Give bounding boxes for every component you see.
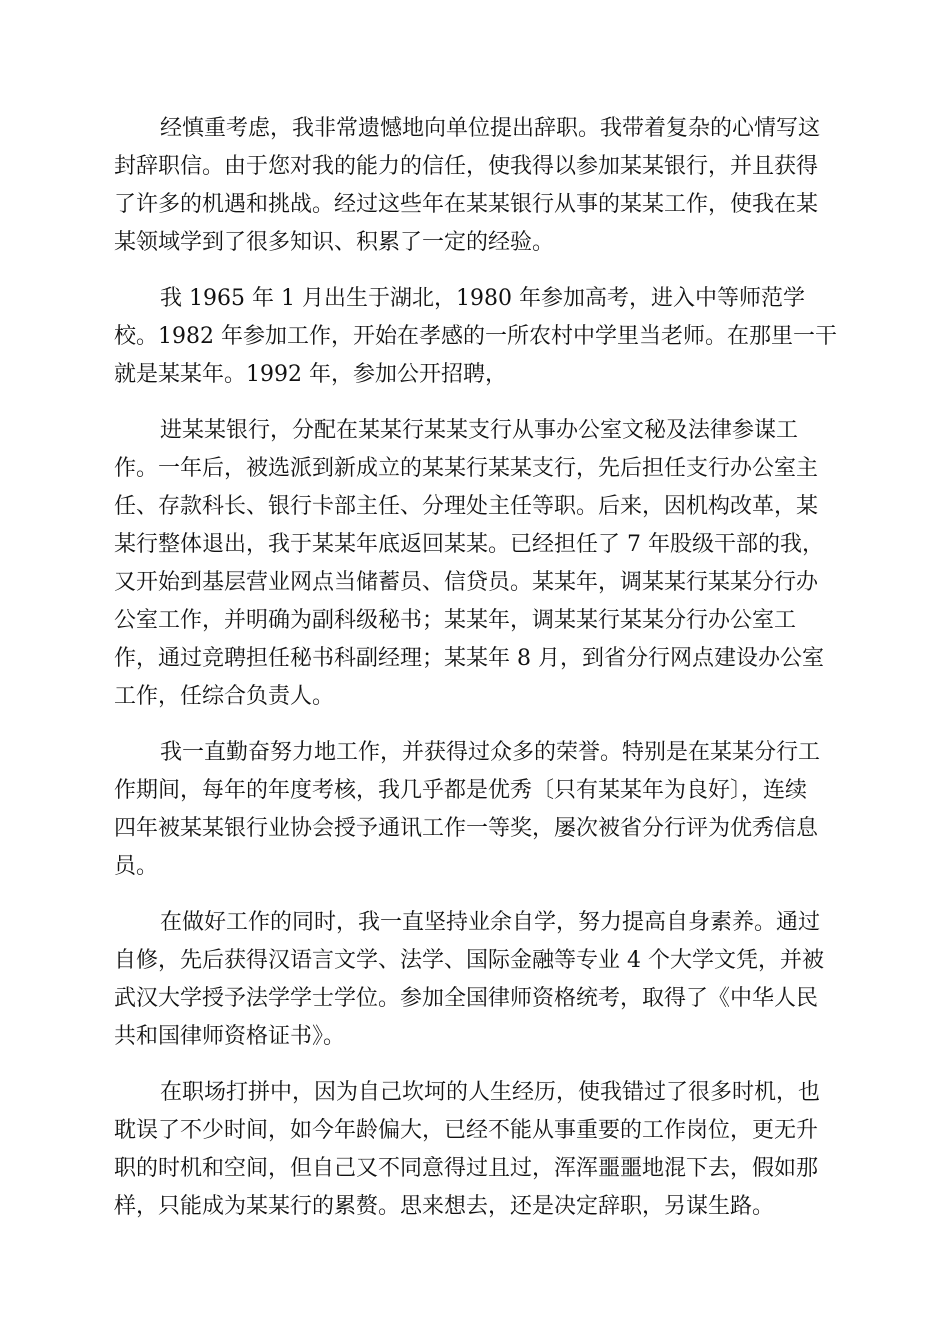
text-line: 工作，任综合负责人。: [114, 684, 335, 709]
text-line: 又开始到基层营业网点当储蓄员、信贷员。某某年，调某某行某某分行办: [114, 570, 819, 595]
text-line: 作，通过竞聘担任秘书科副经理；某某年 8 月，到省分行网点建设办公室: [114, 646, 824, 671]
text-line: 进某某银行，分配在某某行某某支行从事办公室文秘及法律参谋工: [160, 418, 799, 443]
text-line: 共和国律师资格证书》。: [114, 1024, 346, 1049]
text-line: 员。: [114, 854, 159, 879]
text-line: 在职场打拼中，因为自己坎坷的人生经历，使我错过了很多时机，也: [160, 1080, 821, 1105]
text-line: 四年被某某银行业协会授予通讯工作一等奖，屡次被省分行评为优秀信息: [114, 816, 819, 841]
paragraph-1: [114, 110, 834, 262]
text-line: 经慎重考虑，我非常遗憾地向单位提出辞职。我带着复杂的心情写这: [160, 116, 821, 141]
text-line: 职的时机和空间，但自己又不同意得过且过，浑浑噩噩地混下去，假如那: [114, 1156, 819, 1181]
text-line: 作。一年后，被选派到新成立的某某行某某支行，先后担任支行办公室主: [114, 456, 819, 481]
text-line: 某行整体退出，我于某某年底返回某某。已经担任了 7 年股级干部的我，: [114, 532, 824, 557]
text-line: 我 1965 年 1 月出生于湖北，1980 年参加高考，进入中等师范学: [160, 286, 805, 311]
document-body: [114, 110, 837, 1244]
paragraph-4: [114, 734, 834, 886]
paragraph-3: [114, 412, 834, 716]
text-line: 某领域学到了很多知识、积累了一定的经验。: [114, 230, 555, 255]
text-line: 公室工作，并明确为副科级秘书；某某年，调某某行某某分行办公室工: [114, 608, 797, 633]
paragraph-2: [114, 280, 837, 394]
text-line: 就是某某年。1992 年，参加公开招聘，: [114, 362, 507, 387]
text-line: 封辞职信。由于您对我的能力的信任，使我得以参加某某银行，并且获得: [114, 154, 819, 179]
text-line: 耽误了不少时间，如今年龄偏大，已经不能从事重要的工作岗位，更无升: [114, 1118, 819, 1143]
paragraph-6: [114, 1074, 834, 1226]
paragraph-5: [114, 904, 834, 1056]
text-line: 我一直勤奋努力地工作，并获得过众多的荣誉。特别是在某某分行工: [160, 740, 821, 765]
text-line: 自修，先后获得汉语言文学、法学、国际金融等专业 4 个大学文凭，并被: [114, 948, 824, 973]
text-line: 校。1982 年参加工作，开始在孝感的一所农村中学里当老师。在那里一干: [114, 324, 837, 349]
text-line: 武汉大学授予法学学士学位。参加全国律师资格统考，取得了《中华人民: [114, 986, 819, 1011]
text-line: 在做好工作的同时，我一直坚持业余自学，努力提高自身素养。通过: [160, 910, 821, 935]
text-line: 了许多的机遇和挑战。经过这些年在某某银行从事的某某工作，使我在某: [114, 192, 819, 217]
text-line: 任、存款科长、银行卡部主任、分理处主任等职。后来，因机构改革，某: [114, 494, 819, 519]
text-line: 样，只能成为某某行的累赘。思来想去，还是决定辞职，另谋生路。: [114, 1194, 775, 1219]
text-line: 作期间，每年的年度考核，我几乎都是优秀〔只有某某年为良好〕，连续: [114, 778, 808, 803]
